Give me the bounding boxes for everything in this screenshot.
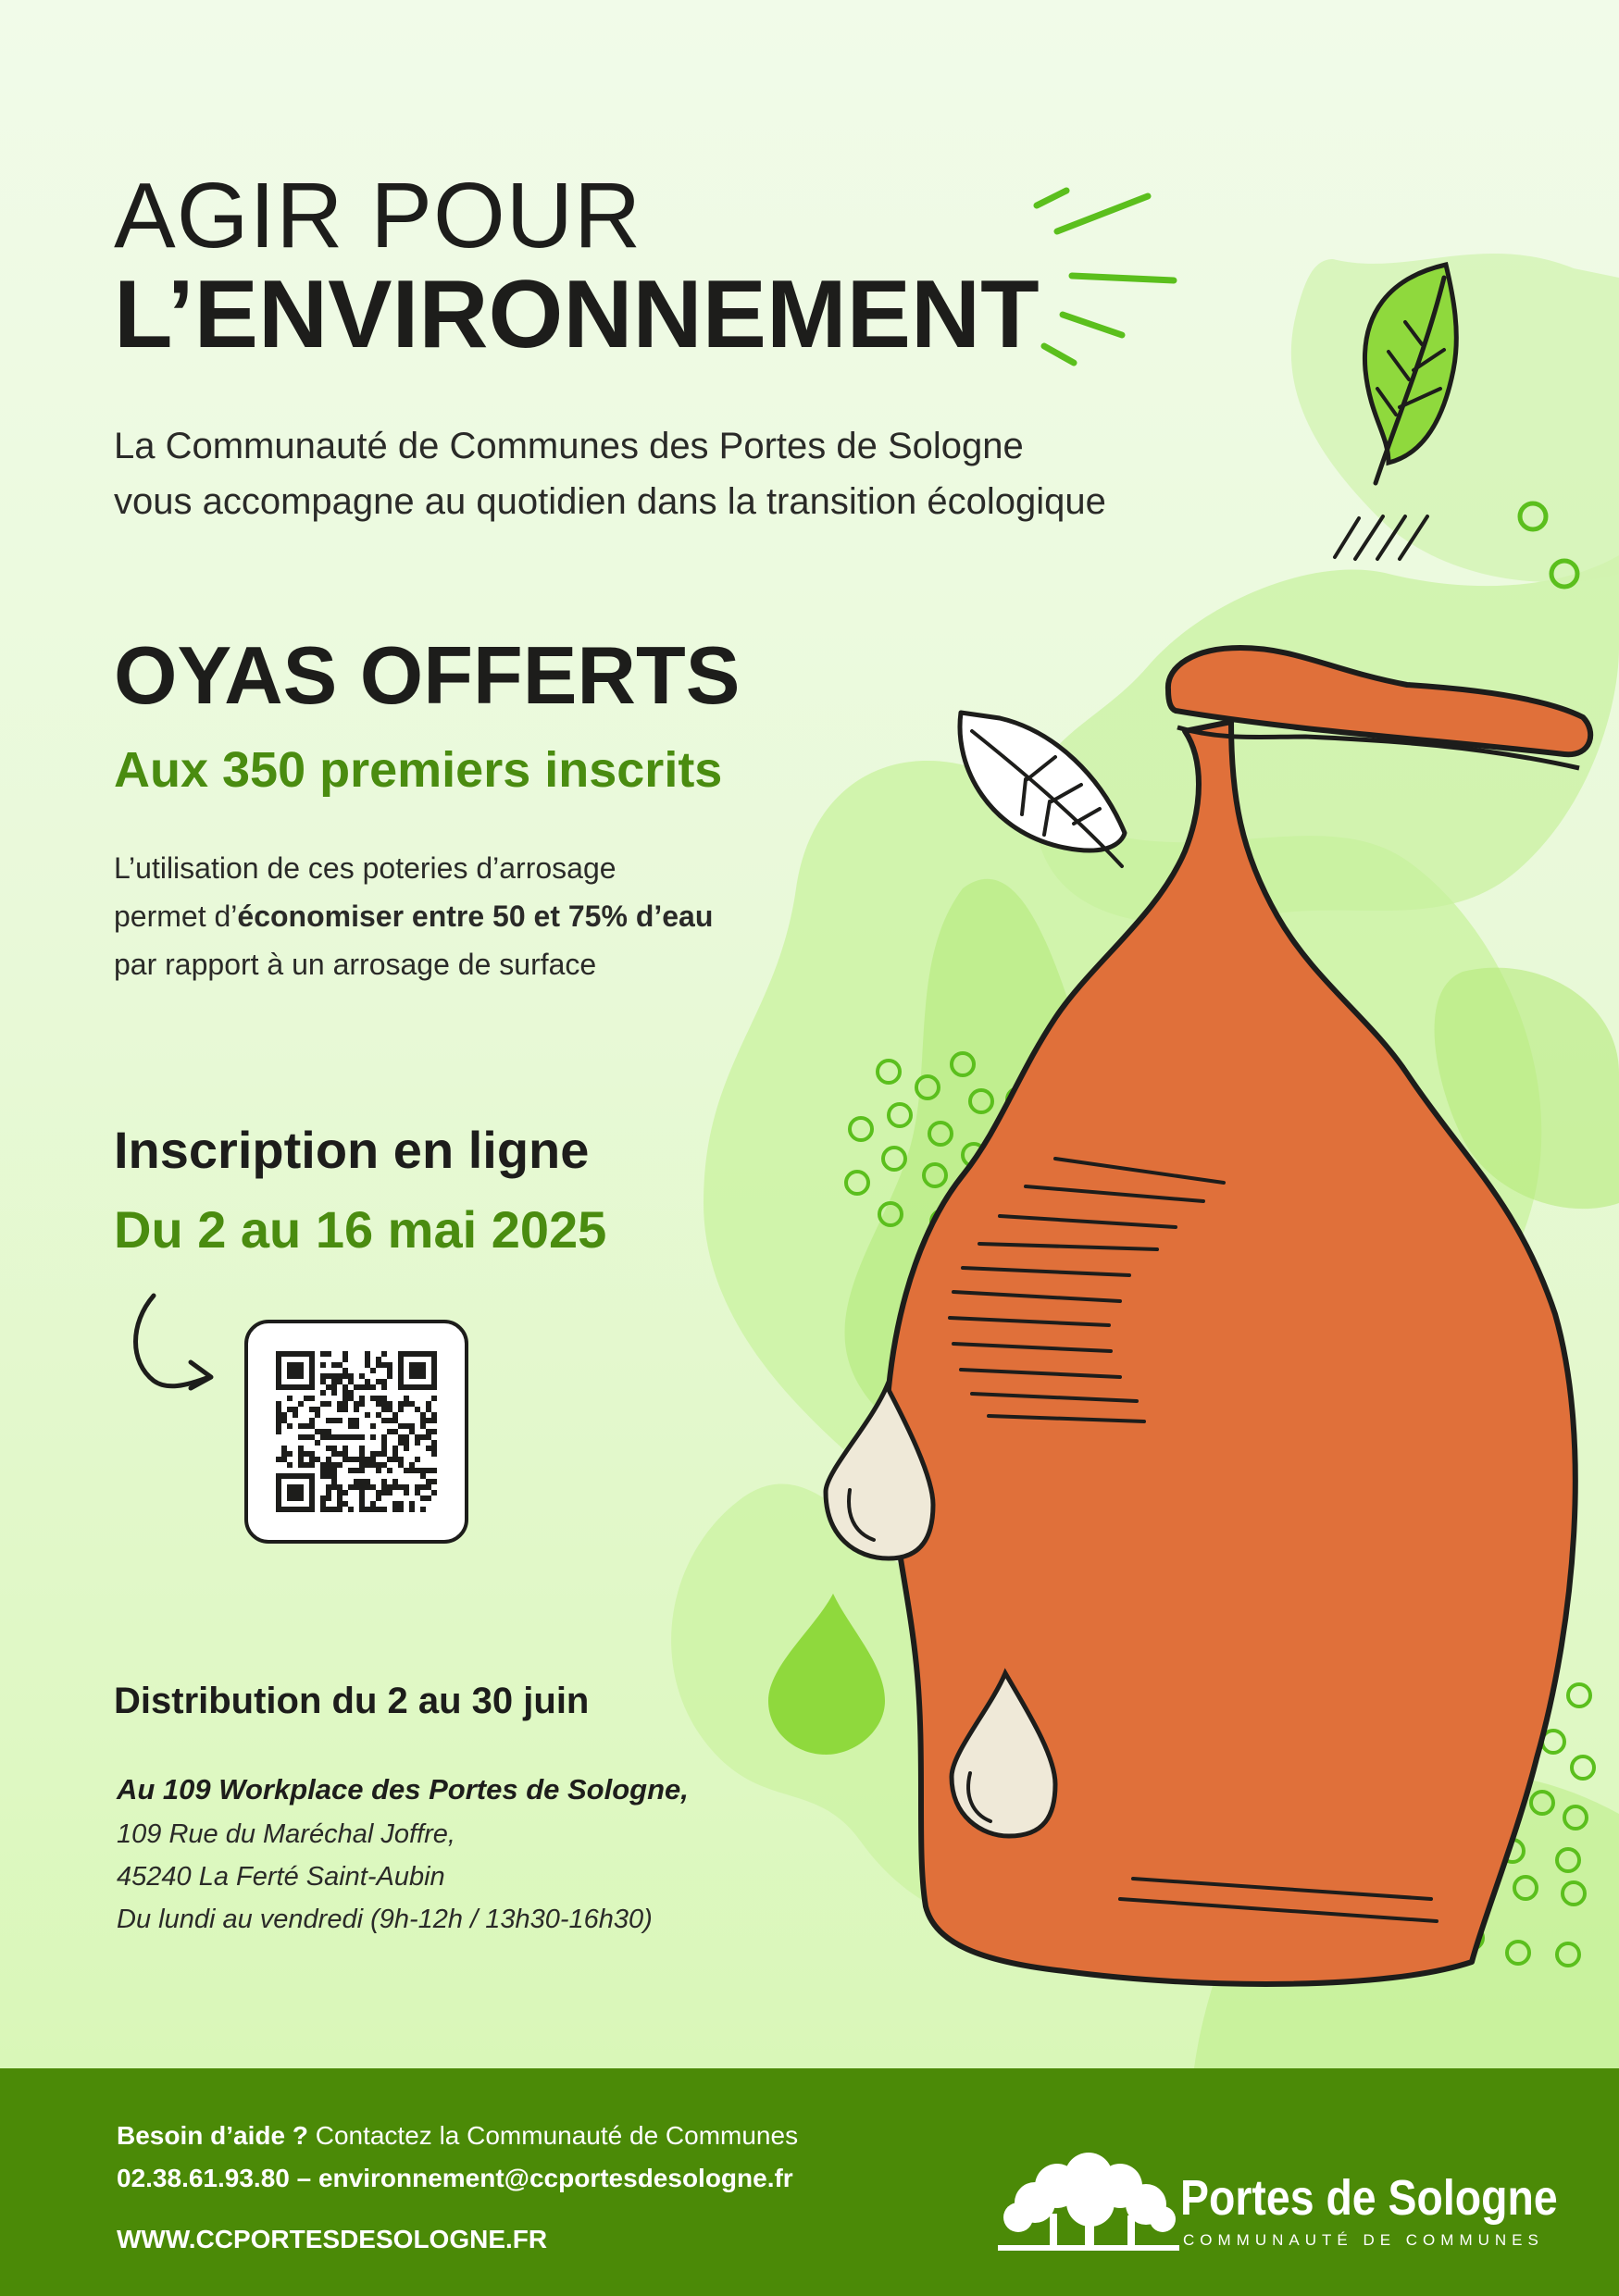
curved-arrow-icon	[136, 1296, 212, 1388]
intro-text	[114, 418, 1106, 529]
footer-website-link[interactable]: WWW.CCPORTESDESOLOGNE.FR	[117, 2225, 548, 2253]
offer-text-line-2-prefix: permet d’	[114, 900, 238, 933]
distribution-city: 45240 La Ferté Saint-Aubin	[117, 1862, 445, 1892]
offer-title: OYAS OFFERTS	[114, 629, 741, 721]
distribution-title: Distribution du 2 au 30 juin	[114, 1681, 590, 1721]
footer-help	[117, 2117, 798, 2154]
intro-line-1: La Communauté de Communes des Portes de Sologne	[114, 426, 1024, 466]
title-line-2: L’ENVIRONNEMENT	[114, 261, 1040, 368]
offer-subtitle: Aux 350 premiers inscrits	[114, 742, 723, 798]
qr-code[interactable]	[244, 1320, 468, 1544]
registration-dates: Du 2 au 16 mai 2025	[114, 1200, 607, 1259]
brand-subtitle: COMMUNAUTÉ DE COMMUNES	[1183, 2231, 1544, 2249]
qr-code-pattern	[248, 1323, 465, 1540]
offer-text-line-1: L’utilisation de ces poteries d’arrosage	[114, 851, 616, 885]
offer-text-highlight: économiser entre 50 et 75% d’eau	[237, 900, 714, 933]
registration-title: Inscription en ligne	[114, 1121, 590, 1179]
offer-text-line-3: par rapport à un arrosage de surface	[114, 948, 597, 981]
offer-description	[114, 844, 713, 988]
footer-contact[interactable]: 02.38.61.93.80 – environnement@ccportesdesologne.fr	[117, 2164, 793, 2192]
footer-help-bold: Besoin d’aide ?	[117, 2121, 308, 2150]
offer-text-line-2	[114, 892, 713, 940]
intro-line-2: vous accompagne au quotidien dans la transition écologique	[114, 481, 1106, 522]
brand-name: Portes de Sologne	[1180, 2170, 1558, 2226]
title-line-1: AGIR POUR	[114, 164, 642, 267]
distribution-street: 109 Rue du Maréchal Joffre,	[117, 1819, 455, 1849]
footer-help-text: Contactez la Communauté de Communes	[307, 2121, 799, 2150]
distribution-hours: Du lundi au vendredi (9h-12h / 13h30-16h30)	[117, 1905, 653, 1934]
tree-logo-icon	[998, 2149, 1179, 2253]
distribution-place: Au 109 Workplace des Portes de Sologne,	[117, 1773, 689, 1806]
